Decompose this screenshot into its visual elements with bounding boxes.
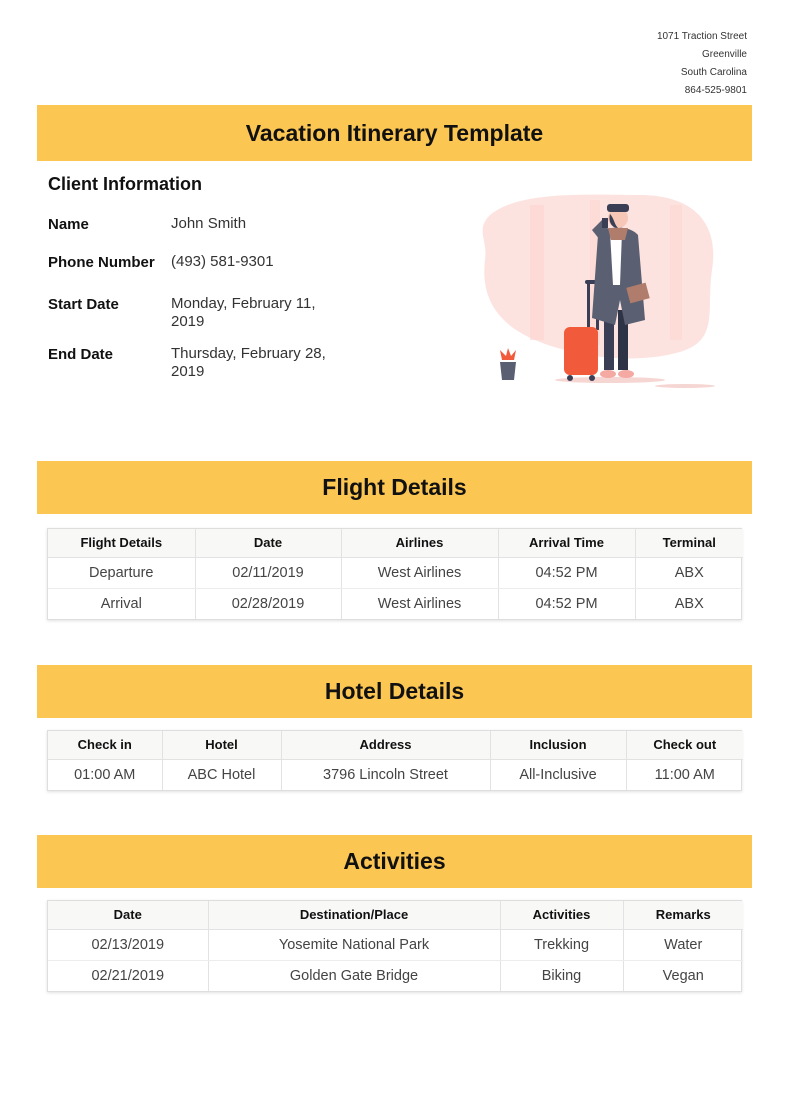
address-street: 1071 Traction Street (656, 31, 747, 42)
table-cell: All-Inclusive (490, 759, 626, 790)
table-cell: West Airlines (341, 588, 498, 619)
table-cell: ABC Hotel (162, 759, 281, 790)
client-value: Thursday, February 28, 2019 (171, 345, 326, 380)
client-label: Start Date (48, 296, 119, 313)
table-cell: 04:52 PM (498, 588, 635, 619)
table-cell: Biking (500, 960, 623, 991)
table-cell: 02/28/2019 (195, 588, 341, 619)
table-cell: 11:00 AM (654, 766, 715, 783)
column-header: Activities (500, 901, 623, 929)
client-row-name (48, 215, 348, 234)
table-row (48, 588, 743, 619)
table-header-row (48, 901, 743, 929)
table-cell: 02/21/2019 (48, 960, 208, 991)
column-header: Check out (626, 731, 743, 759)
table-cell: 3796 Lincoln Street (281, 759, 490, 790)
table-cell: 04:52 PM (498, 557, 635, 588)
table-cell: ABX (635, 557, 743, 588)
column-header: Destination/Place (208, 901, 500, 929)
table-row (48, 557, 743, 588)
column-header: Arrival Time (498, 529, 635, 557)
table-cell: West Airlines (341, 557, 498, 588)
table-header-row (48, 731, 743, 759)
client-row-end-date (48, 345, 348, 381)
client-row-phone (48, 253, 348, 272)
table-cell: Arrival (48, 588, 195, 619)
table-row (48, 929, 743, 960)
table-cell: 01:00 AM (48, 759, 162, 790)
column-header: Terminal (635, 529, 743, 557)
address-phone: 864-525-9801 (684, 85, 747, 96)
client-info-heading: Client Information (48, 174, 202, 194)
address-state: South Carolina (680, 67, 747, 78)
client-value: (493) 581-9301 (171, 253, 274, 270)
hotel-details-banner (37, 665, 752, 718)
traveler-illustration (480, 190, 730, 400)
table-cell: Departure (48, 557, 195, 588)
flight-details-heading: Flight Details (322, 474, 467, 500)
activities-heading: Activities (343, 848, 446, 874)
flight-details-banner (37, 461, 752, 514)
activities-banner (37, 835, 752, 888)
column-header: Address (281, 731, 490, 759)
column-header: Date (48, 901, 208, 929)
table-cell: 02/13/2019 (48, 929, 208, 960)
title-banner (37, 105, 752, 161)
column-header: Date (195, 529, 341, 557)
flight-table (47, 528, 742, 620)
table-cell: Trekking (500, 929, 623, 960)
table-header-row (48, 529, 743, 557)
table-cell: Yosemite National Park (208, 929, 500, 960)
table-cell: Vegan (662, 967, 704, 984)
hotel-details-heading: Hotel Details (324, 678, 465, 704)
client-label: Name (48, 216, 89, 233)
table-cell: ABX (674, 595, 704, 612)
activities-table (47, 900, 742, 992)
page-title: Vacation Itinerary Template (245, 119, 544, 146)
table-cell: Golden Gate Bridge (208, 960, 500, 991)
table-row (48, 759, 743, 790)
traveler-illustration-icon (480, 190, 730, 400)
column-header: Flight Details (48, 529, 195, 557)
client-label: Phone Number (48, 254, 155, 271)
client-value: John Smith (171, 215, 247, 232)
column-header: Inclusion (490, 731, 626, 759)
client-value: Monday, February 11, 2019 (171, 295, 316, 330)
table-cell: 02/11/2019 (195, 557, 341, 588)
table-cell: Water (623, 929, 743, 960)
company-address (657, 28, 747, 100)
column-header: Airlines (341, 529, 498, 557)
address-city: Greenville (701, 49, 747, 60)
client-label: End Date (48, 346, 114, 363)
column-header: Hotel (162, 731, 281, 759)
client-row-start-date (48, 295, 348, 331)
column-header: Remarks (623, 901, 743, 929)
hotel-table (47, 730, 742, 791)
column-header: Check in (48, 731, 162, 759)
table-row (48, 960, 743, 991)
